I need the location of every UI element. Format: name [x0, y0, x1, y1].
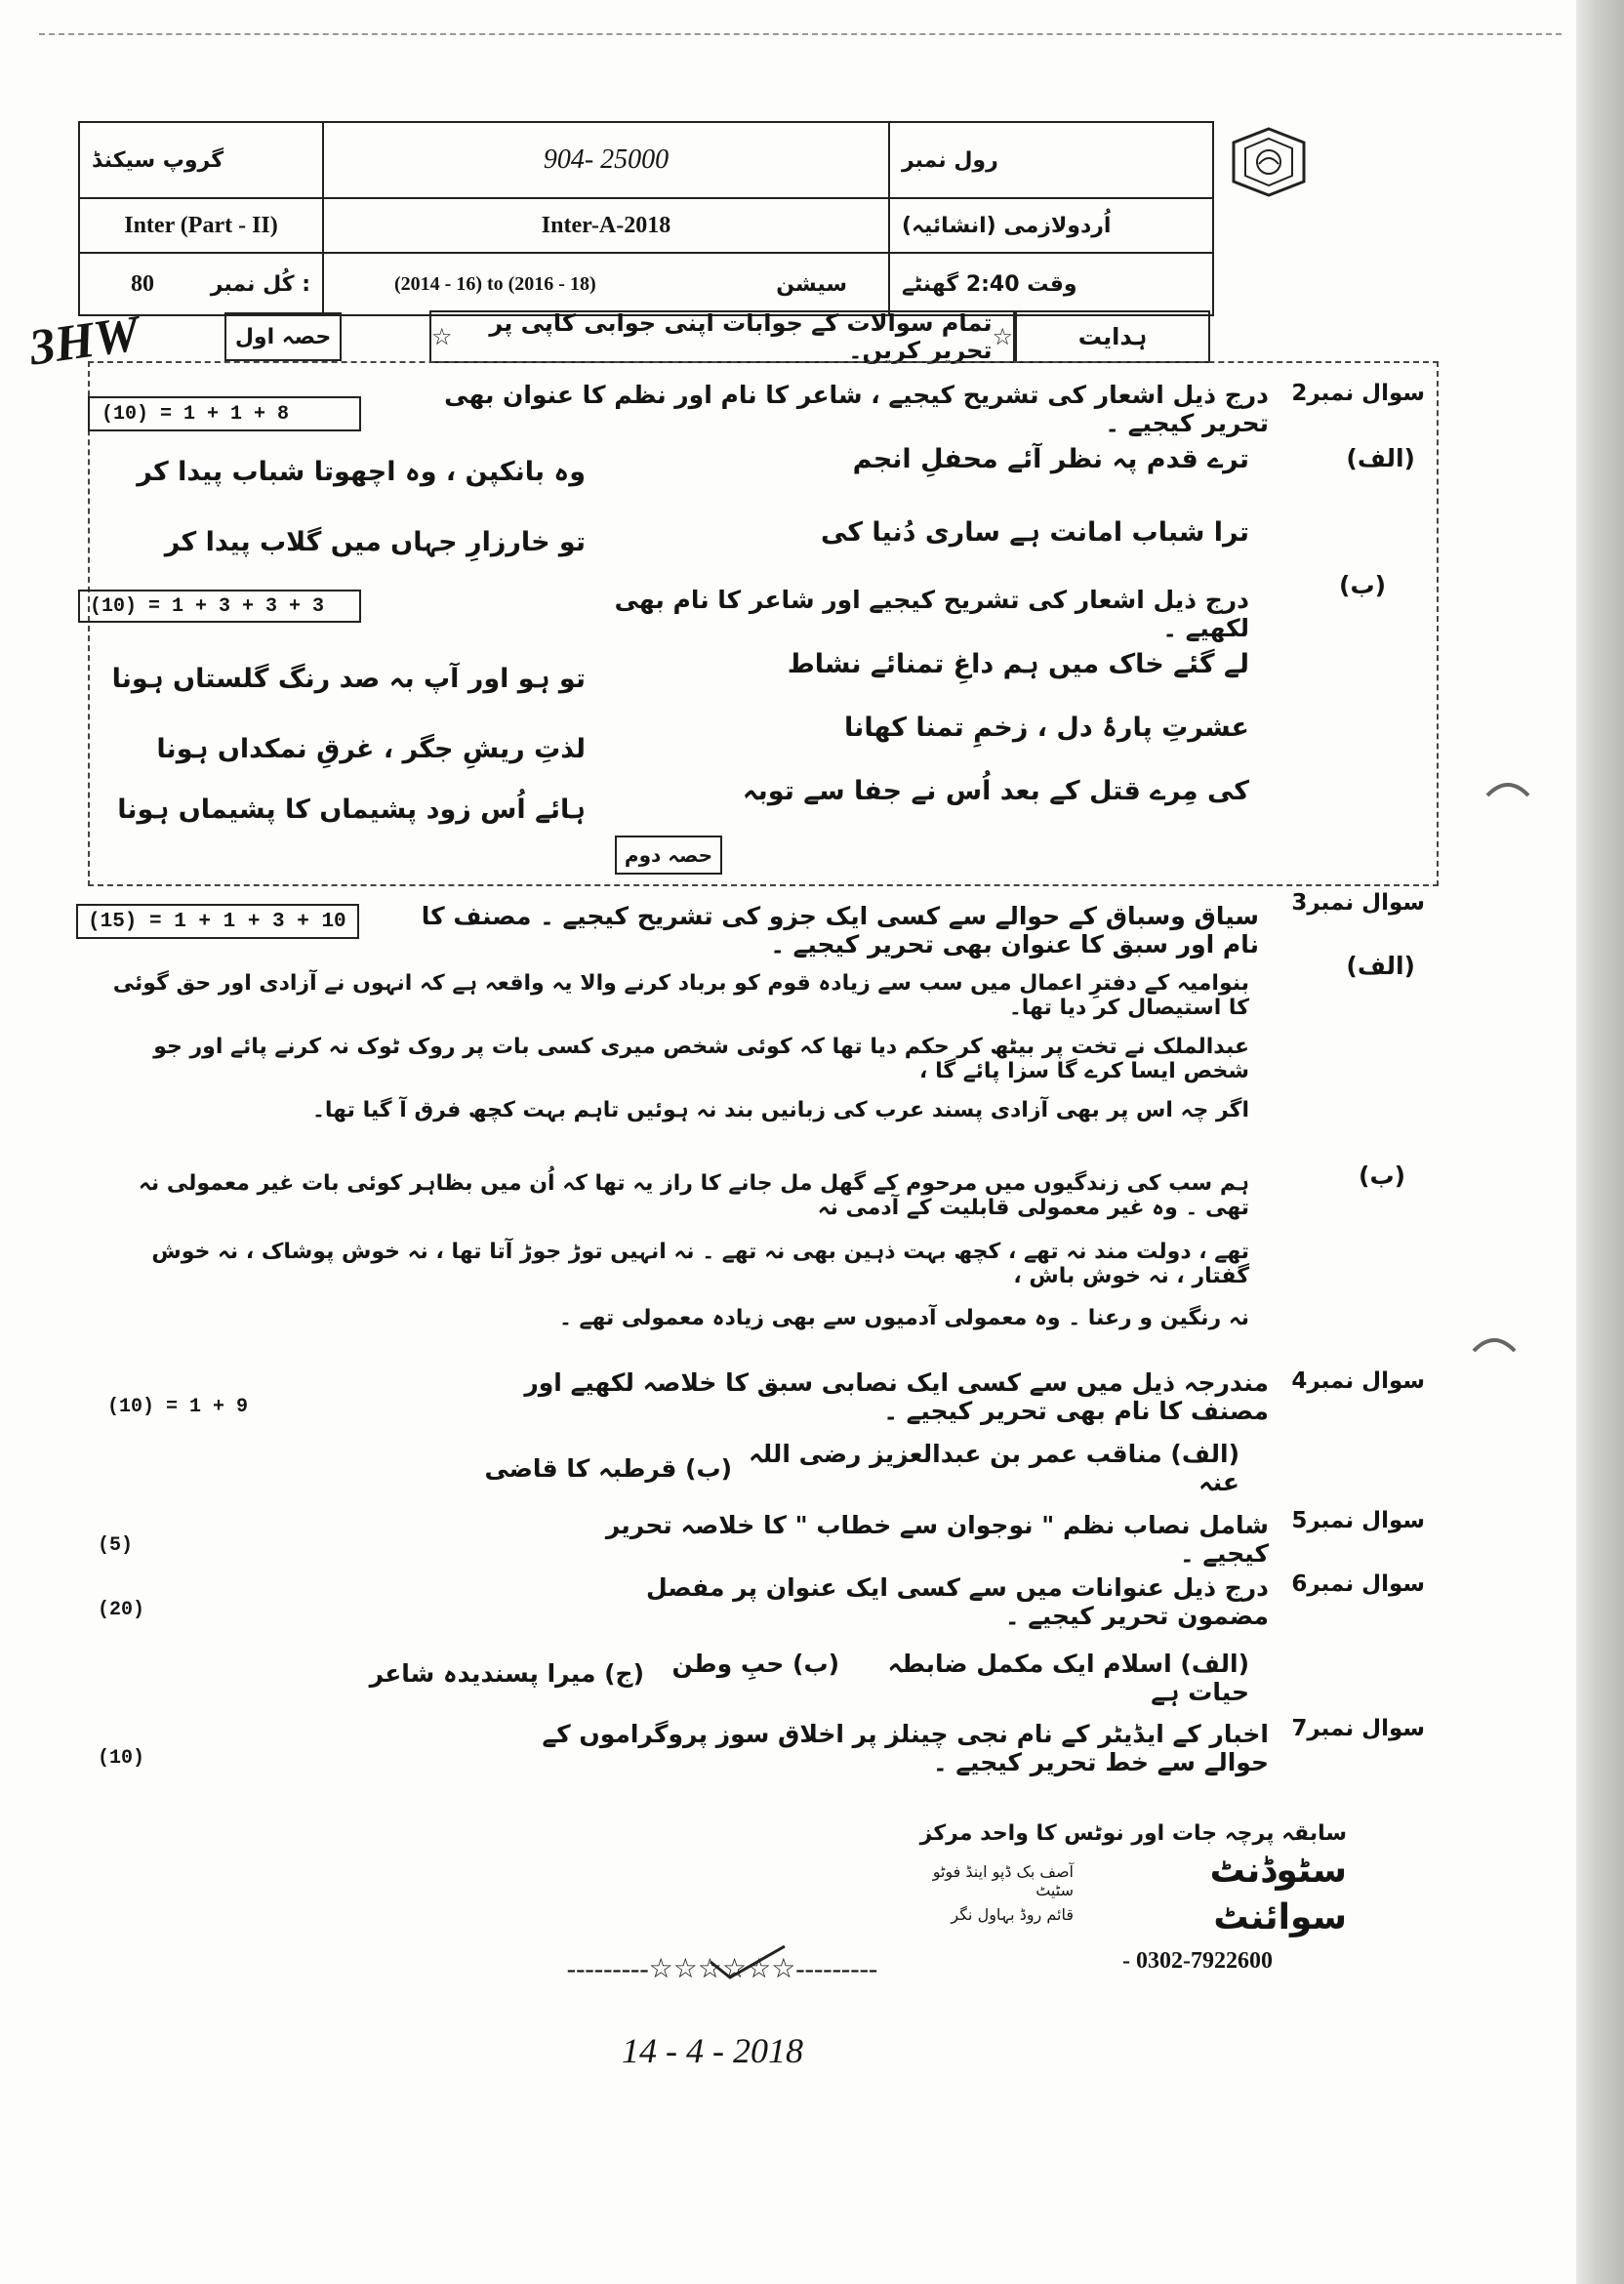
q2-b-line3-left: ہائے اُس زود پشیماں کا پشیماں ہونا: [117, 795, 586, 825]
q2-b-line3-right: کی مِرے قتل کے بعد اُس نے جفا سے توبہ: [742, 776, 1249, 806]
total-cell: [80, 254, 324, 314]
stamp-phone: - 0302-7922600: [1122, 1948, 1273, 1974]
q2-a-line1-left: وہ بانکپن ، وہ اچھوتا شباب پیدا کر: [137, 457, 586, 487]
roll-label: رول نمبر: [890, 123, 1212, 199]
q2-b-marks: (10) = 1 + 3 + 3 + 3: [78, 590, 361, 623]
exam-cell: Inter-A-2018: [324, 199, 890, 254]
q4-option-a: (الف) مناقب عمر بن عبدالعزیز رضی اللہ عنہ: [749, 1440, 1239, 1496]
handwritten-code: 3HW: [25, 306, 143, 377]
header-table: [78, 121, 1214, 316]
q2-b-line2-left: لذتِ ریشِ جگر ، غرقِ نمکداں ہونا: [156, 734, 586, 764]
q3-a-label: (الف): [1346, 952, 1415, 980]
subject-cell: اُردولازمی (انشائیہ): [890, 199, 1212, 254]
stamp-line1: سابقہ پرچہ جات اور نوٹس کا واحد مرکز: [919, 1821, 1347, 1846]
checkmark-icon: [703, 1942, 791, 1981]
q4-marks: (10) = 1 + 9: [107, 1396, 249, 1418]
roll-number: 904- 25000: [324, 123, 890, 199]
instruction-label: ہدایت: [1077, 323, 1148, 350]
q7-text: اخبار کے ایڈیٹر کے نام نجی چینلز پر اخلاق سوز پروگراموں کے حوالے سے خط تحریر کیجیے ۔: [542, 1720, 1269, 1776]
q4-option-b: (ب) قرطبہ کا قاضی: [484, 1454, 732, 1483]
q3-marks: (15) = 1 + 1 + 3 + 10: [76, 904, 359, 939]
session-cell: [324, 254, 890, 314]
shop-stamp: [898, 1821, 1347, 2007]
q2-b-line2-right: عشرتِ پارۂ دل ، زخمِ تمنا کھانا: [844, 713, 1249, 743]
q3-number: سوال نمبر3: [1291, 890, 1425, 916]
q7-number: سوال نمبر7: [1291, 1716, 1425, 1741]
stamp-addr1: آصف بک ڈپو اینڈ فوٹو سٹیٹ: [932, 1862, 1074, 1899]
q3-b-line1: ہم سب کی زندگیوں میں مرحوم کے گھل مل جانے کا راز یہ تھا کہ اُن میں بظاہر کوئی بات غیر معمولی نہ تھی ۔ وہ غیر معمولی قابلیت کے آدمی نہ: [139, 1171, 1249, 1220]
q3-b-line3: نہ رنگین و رعنا ۔ وہ معمولی آدمیوں سے بھی زیادہ معمولی تھے ۔: [559, 1306, 1249, 1330]
group-cell: گروپ سیکنڈ: [80, 123, 324, 199]
session-label: سیشن: [776, 271, 847, 297]
q3-a-line2: عبدالملک نے تخت پر بیٹھ کر حکم دیا تھا کہ کوئی شخص میری کسی بات پر روک ٹوک نہ کرنے پائے اور جو شخص ایسا کرے گا سزا پائے گا ،: [153, 1035, 1249, 1083]
q2-a-line2-left: تو خارزارِ جہاں میں گلاب پیدا کر: [164, 527, 586, 557]
q3-a-line3: اگر چہ اس پر بھی آزادی پسند عرب کی زبانیں بند نہ ہوئیں تاہم بہت کچھ فرق آ گیا تھا۔: [311, 1098, 1249, 1122]
q6-number: سوال نمبر6: [1291, 1571, 1425, 1597]
q3-text: سیاق وسباق کے حوالے سے کسی ایک جزو کی تشریح کیجیے ۔ مصنف کا نام اور سبق کا عنوان بھی تحریر کیجیے ۔: [421, 902, 1259, 958]
q2-text: درج ذیل اشعار کی تشریح کیجیے ، شاعر کا نام اور نظم کا عنوان بھی تحریر کیجیے ۔: [444, 381, 1269, 437]
star-icon: ☆: [992, 323, 1013, 350]
q2-a-line2-right: ترا شباب امانت ہے ساری دُنیا کی: [820, 517, 1249, 548]
part1-label: حصہ اول: [224, 312, 342, 361]
q3-b-line2: تھے ، دولت مند نہ تھے ، کچھ بہت ذہین بھی نہ تھے ۔ نہ انہیں توڑ جوڑ آتا تھا ، نہ خوش پوشاک ، نہ خوش گفتار ، نہ خوش باش ،: [151, 1240, 1249, 1288]
total-marks: 80: [131, 270, 154, 297]
q2-a-label: (الف): [1346, 444, 1415, 472]
stamp-line2: سٹوڈنٹ: [1209, 1851, 1347, 1891]
q2-marks: (10) = 1 + 1 + 8: [88, 396, 361, 431]
total-label: کُل نمبر :: [210, 271, 310, 297]
q6-option-b: (ب) حبِ وطن: [671, 1650, 839, 1678]
stamp-line3: سوائنٹ: [1213, 1897, 1347, 1937]
session-years: (2014 - 16) to (2016 - 18): [394, 272, 596, 295]
q2-number: سوال نمبر2: [1291, 381, 1425, 406]
star-icon: ☆: [431, 323, 453, 350]
scan-mark-icon: [1483, 776, 1532, 799]
q6-option-a: (الف) اسلام ایک مکمل ضابطہ حیات ہے: [887, 1650, 1249, 1706]
q2-a-line1-right: ترے قدم پہ نظر آئے محفلِ انجم: [852, 444, 1249, 474]
q3-a-line1: بنوامیہ کے دفترِ اعمال میں سب سے زیادہ قوم کو برباد کرنے والا یہ واقعہ ہے کہ انہوں نے آزادی اور حق گوئی کا استیصال کر دیا تھا۔: [112, 971, 1249, 1020]
q4-number: سوال نمبر4: [1291, 1368, 1425, 1394]
q4-text: مندرجہ ذیل میں سے کسی ایک نصابی سبق کا خلاصہ لکھیے اور مصنف کا نام بھی تحریر کیجیے ۔: [524, 1368, 1269, 1425]
q7-marks: (10): [98, 1747, 145, 1770]
q5-marks: (5): [98, 1534, 134, 1557]
instruction-text: تمام سوالات کے جوابات اپنی جوابی کاپی پر تحریر کریں۔: [489, 309, 993, 364]
instruction-label-box: [1015, 310, 1210, 363]
q6-text: درج ذیل عنوانات میں سے کسی ایک عنوان پر مفصل مضمون تحریر کیجیے ۔: [646, 1573, 1269, 1630]
q6-option-c: (ج) میرا پسندیدہ شاعر: [369, 1659, 644, 1688]
q6-marks: (20): [98, 1599, 145, 1621]
q5-text: شامل نصاب نظم " نوجوان سے خطاب " کا خلاصہ تحریر کیجیے ۔: [605, 1511, 1269, 1568]
q2-b-line1-left: تو ہو اور آپ بہ صد رنگ گلستاں ہونا: [111, 664, 586, 694]
part2-label: حصہ دوم: [615, 836, 722, 875]
footer-date: 14 - 4 - 2018: [622, 2031, 803, 2070]
footer-stars: ---------☆☆☆☆☆☆---------: [566, 1954, 878, 1984]
stamp-addr2: قائم روڈ بہاول نگر: [951, 1905, 1074, 1924]
q5-number: سوال نمبر5: [1291, 1508, 1425, 1533]
q2-b-line1-right: لے گئے خاک میں ہم داغِ تمنائے نشاط: [787, 649, 1249, 679]
q2-b-text: درج ذیل اشعار کی تشریح کیجیے اور شاعر کا نام بھی لکھیے ۔: [614, 586, 1249, 642]
top-dashed-line: [39, 33, 1562, 35]
scan-mark-icon: [1470, 1331, 1519, 1355]
time-cell: وقت 2:40 گھنٹے: [902, 271, 1077, 297]
class-cell: Inter (Part - II): [80, 199, 324, 254]
page-scan-edge: [1576, 0, 1624, 2284]
q3-b-label: (ب): [1359, 1162, 1405, 1190]
instruction-box: [429, 310, 1015, 363]
q2-b-label: (ب): [1339, 571, 1386, 599]
board-logo-icon: [1228, 125, 1310, 199]
